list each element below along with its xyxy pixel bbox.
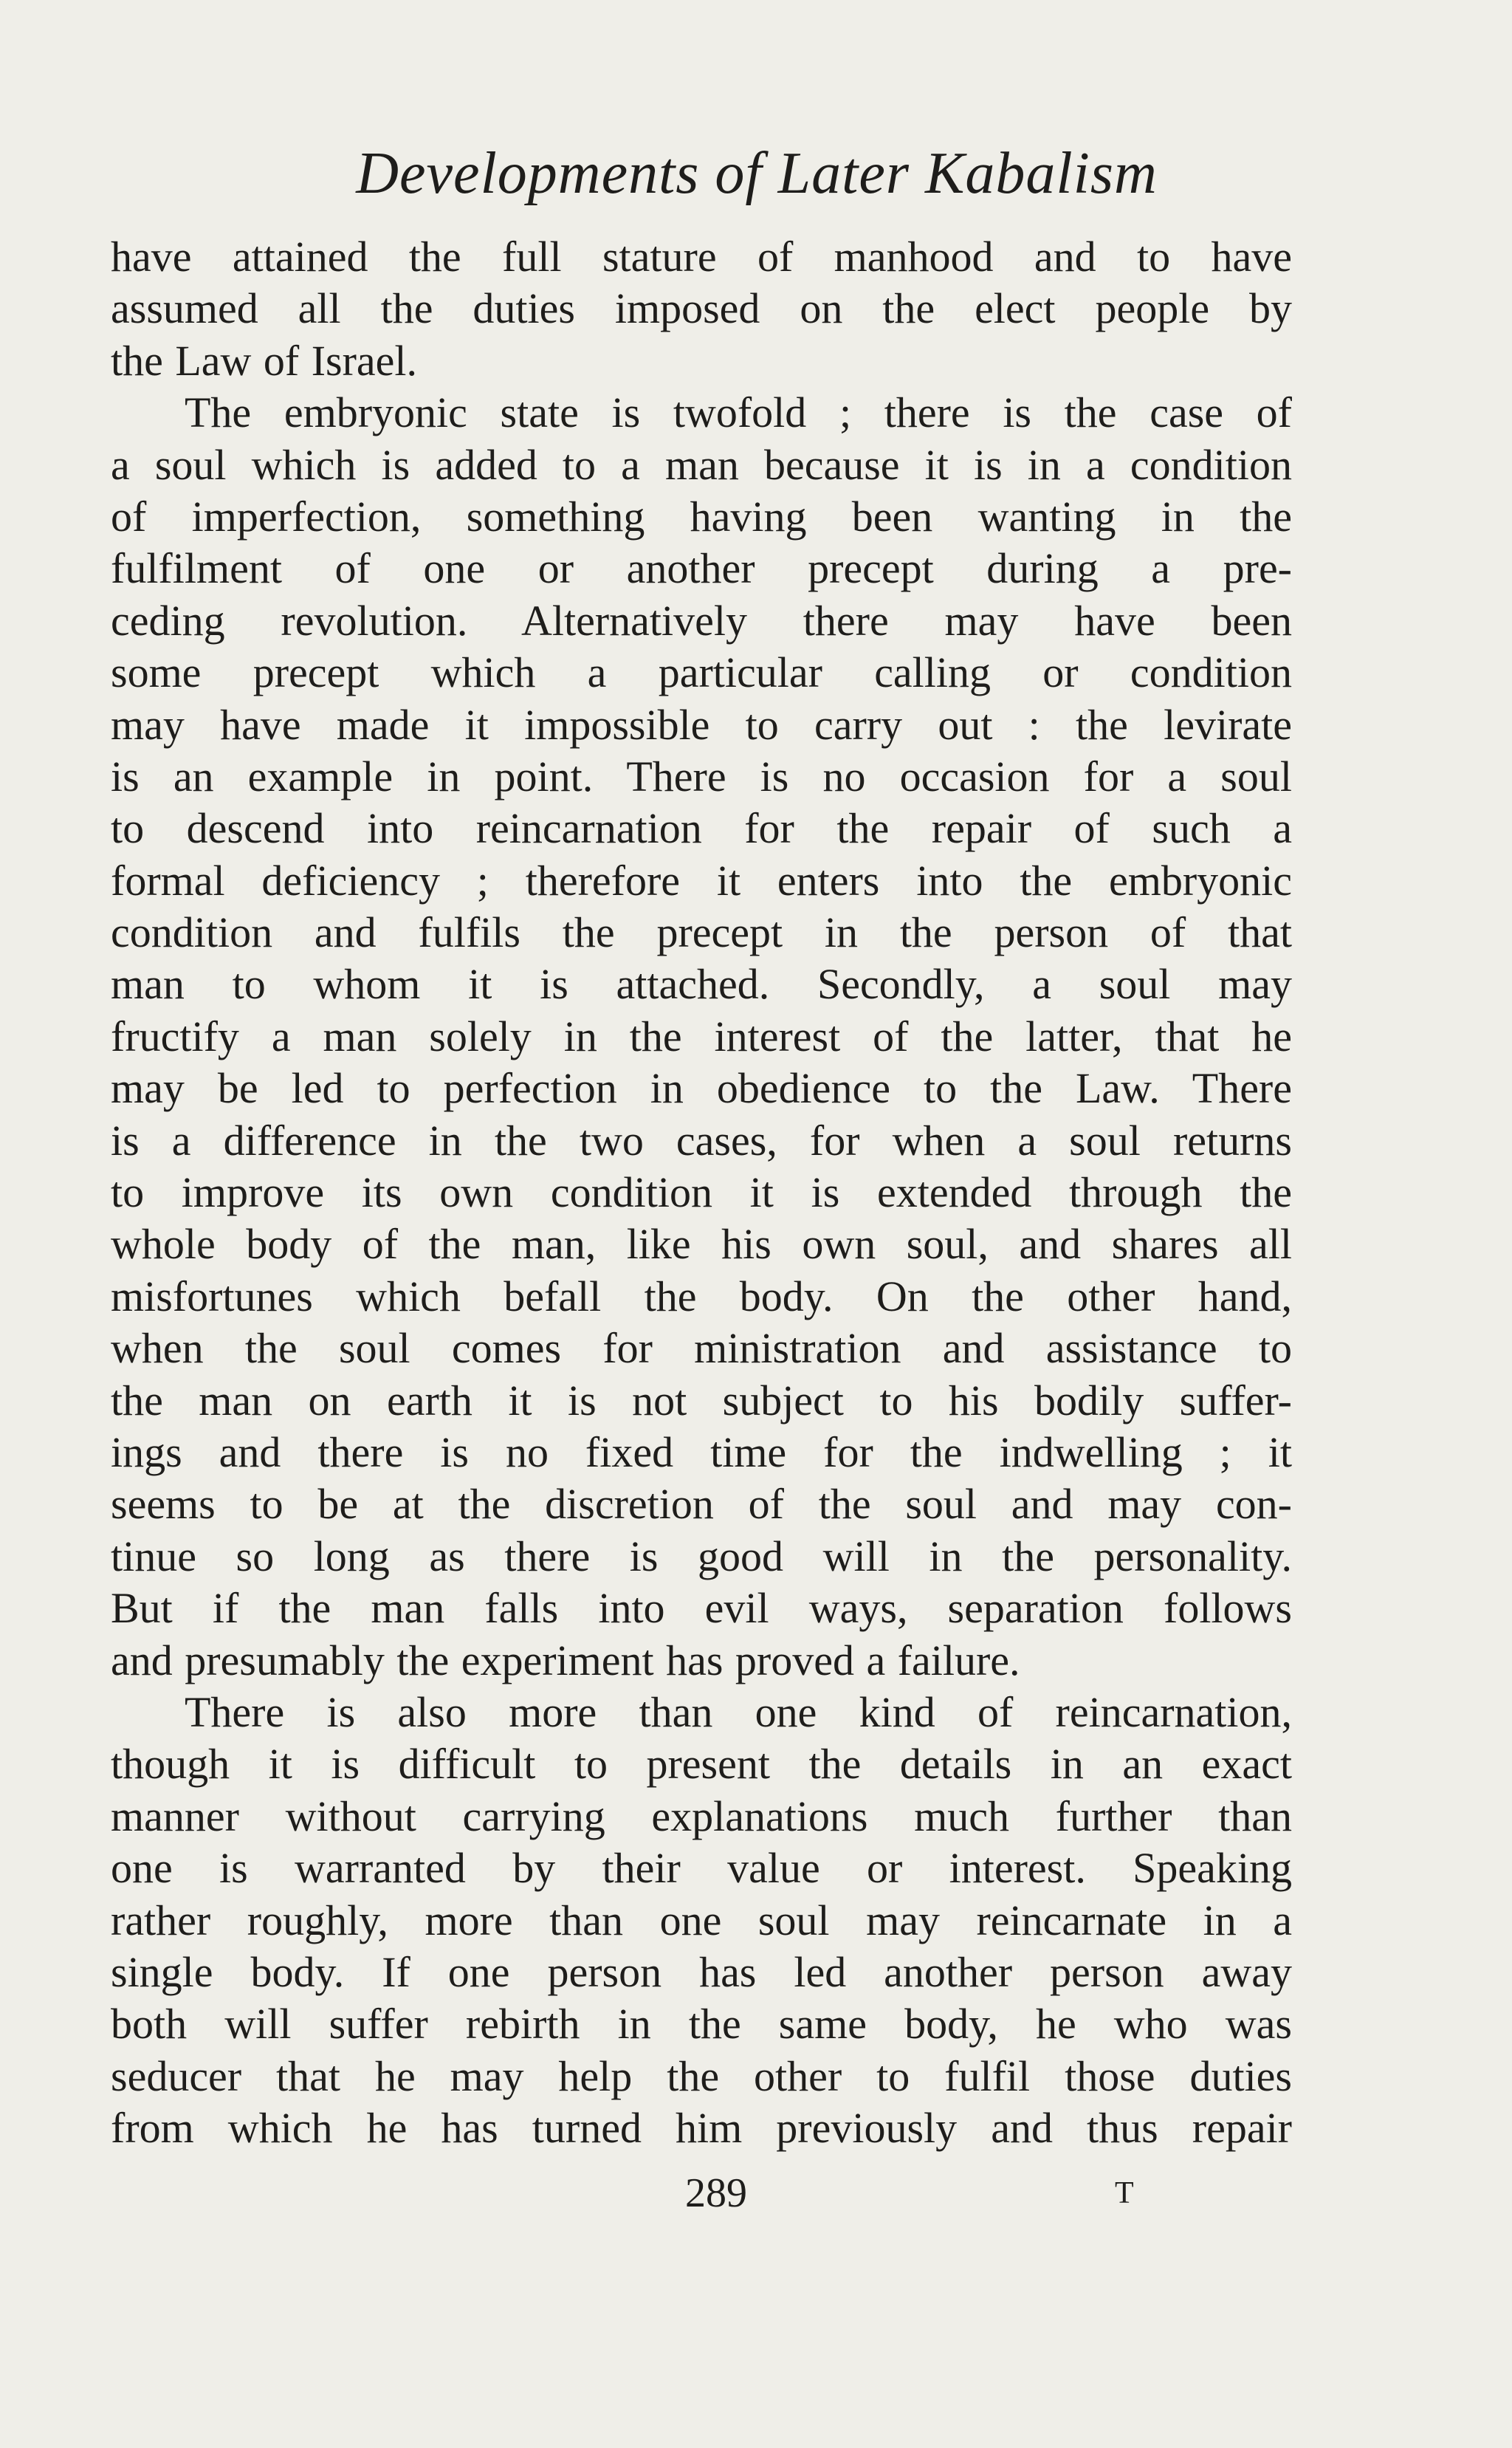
text-line: ceding revolution. Alternatively there may have been <box>111 596 1292 645</box>
text-line: seems to be at the discretion of the soul and may con- <box>111 1480 1292 1529</box>
text-line: ings and there is no fixed time for the indwelling ; it <box>111 1427 1292 1476</box>
text-line: the man on earth it is not subject to his bodily suffer- <box>111 1376 1292 1424</box>
text-line: misfortunes which befall the body. On the other hand, <box>111 1272 1292 1320</box>
text-line: is an example in point. There is no occasion for a soul <box>111 752 1292 800</box>
text-line: may be led to perfection in obedience to the Law. There <box>111 1064 1292 1113</box>
text-line: seducer that he may help the other to fulfil those duties <box>111 2051 1292 2100</box>
text-line: man to whom it is attached. Secondly, a soul may <box>111 960 1292 1009</box>
text-line: single body. If one person has led another person away <box>111 1947 1292 1996</box>
running-head: Developments of Later Kabalism <box>356 141 1158 206</box>
text-line: There is also more than one kind of reincarnation, <box>185 1687 1292 1736</box>
text-line: one is warranted by their value or interest. Speaking <box>111 1844 1292 1893</box>
text-line: manner without carrying explanations much further than <box>111 1792 1292 1840</box>
text-line: of imperfection, something having been wanting in the <box>111 492 1292 541</box>
text-line: fulfilment of one or another precept during a pre- <box>111 544 1292 593</box>
text-line: some precept which a particular calling or condition <box>111 648 1292 697</box>
text-line: have attained the full stature of manhood and to have <box>111 233 1292 281</box>
text-line: formal deficiency ; therefore it enters into the embryonic <box>111 856 1292 905</box>
text-line: and presumably the experiment has proved a failure. <box>111 1636 1020 1684</box>
text-line: whole body of the man, like his own soul, and shares all <box>111 1220 1292 1269</box>
body-text <box>111 231 1292 2154</box>
text-line: may have made it impossible to carry out : the levirate <box>111 700 1292 749</box>
text-line: from which he has turned him previously and thus repair <box>111 2104 1292 2153</box>
text-line: The embryonic state is twofold ; there is the case of <box>185 388 1292 437</box>
text-line: tinue so long as there is good will in the personality. <box>111 1532 1292 1580</box>
text-line: the Law of Israel. <box>111 336 418 385</box>
text-line: when the soul comes for ministration and assistance to <box>111 1324 1292 1373</box>
text-line: rather roughly, more than one soul may reincarnate in a <box>111 1896 1292 1944</box>
text-line: But if the man falls into evil ways, separation follows <box>111 1584 1292 1633</box>
text-line: though it is difficult to present the details in an exact <box>111 1740 1292 1789</box>
page-number: 289 <box>685 2170 747 2216</box>
text-line: to descend into reincarnation for the repair of such a <box>111 804 1292 853</box>
text-line: both will suffer rebirth in the same body, he who was <box>111 2000 1292 2048</box>
page-footer <box>0 2167 1512 2219</box>
text-line: to improve its own condition it is extended through the <box>111 1168 1292 1217</box>
text-line: a soul which is added to a man because it is in a condition <box>111 440 1292 489</box>
text-line: assumed all the duties imposed on the elect people by <box>111 284 1292 333</box>
text-line: condition and fulfils the precept in the person of that <box>111 908 1292 957</box>
text-line: is a difference in the two cases, for when a soul returns <box>111 1116 1292 1165</box>
text-line: fructify a man solely in the interest of the latter, that he <box>111 1012 1292 1060</box>
signature-mark: T <box>1115 2176 1134 2210</box>
